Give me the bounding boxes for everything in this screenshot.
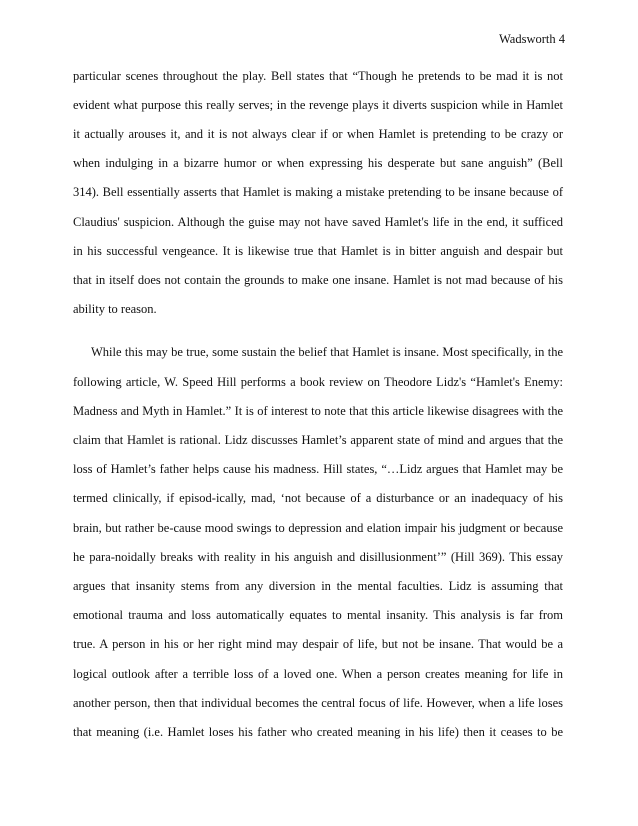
paragraph-first-line: While this may be true, some sustain the belief that Hamlet is insane. Most specifically, in the	[91, 345, 563, 359]
text-line: in his successful vengeance. It is likewise true that Hamlet is in bitter anguish and despair but	[73, 244, 563, 258]
text-line: logical outlook after a terrible loss of a loved one. When a person creates meaning for life in	[73, 667, 563, 681]
text-line: that in itself does not contain the grounds to make one insane. Hamlet is not mad because of his	[73, 273, 563, 287]
text-line: particular scenes throughout the play. Bell states that “Though he pretends to be mad it is not	[73, 69, 563, 83]
text-line: when indulging in a bizarre humor or when expressing his desperate but sane anguish” (Bell	[73, 156, 563, 170]
text-line: it actually arouses it, and it is not always clear if or when Hamlet is pretending to be crazy or	[73, 127, 563, 141]
text-line: emotional trauma and loss automatically equates to mental insanity. This analysis is far from	[73, 608, 563, 622]
text-line: loss of Hamlet’s father helps cause his madness. Hill states, “…Lidz argues that Hamlet may be	[73, 462, 563, 476]
text-line: that meaning (i.e. Hamlet loses his father who created meaning in his life) then it ceases to be	[73, 725, 563, 739]
text-line: brain, but rather be-cause mood swings to depression and elation impair his judgment or because	[73, 521, 563, 535]
text-line: ability to reason.	[73, 302, 157, 316]
text-line: another person, then that individual becomes the central focus of life. However, when a life loses	[73, 696, 563, 710]
text-line: argues that insanity stems from any diversion in the mental faculties. Lidz is assuming that	[73, 579, 563, 593]
text-line: Claudius' suspicion. Although the guise may not have saved Hamlet's life in the end, it sufficed	[73, 215, 563, 229]
text-line: 314). Bell essentially asserts that Hamlet is making a mistake pretending to be insane because of	[73, 185, 563, 199]
text-line: claim that Hamlet is rational. Lidz discusses Hamlet’s apparent state of mind and argues that the	[73, 433, 563, 447]
text-line: following article, W. Speed Hill performs a book review on Theodore Lidz's “Hamlet's Enemy:	[73, 375, 563, 389]
text-line: he para-noidally breaks with reality in his anguish and disillusionment’” (Hill 369). This essay	[73, 550, 563, 564]
text-line: true. A person in his or her right mind may despair of life, but not be insane. That would be a	[73, 637, 563, 651]
text-line: termed clinically, if episod-ically, mad, ‘not because of a disturbance or an inadequacy of his	[73, 491, 563, 505]
running-head: Wadsworth 4	[499, 32, 565, 46]
text-line: Madness and Myth in Hamlet.” It is of interest to note that this article likewise disagrees with the	[73, 404, 563, 418]
text-line: evident what purpose this really serves; in the revenge plays it diverts suspicion while in Hamlet	[73, 98, 563, 112]
